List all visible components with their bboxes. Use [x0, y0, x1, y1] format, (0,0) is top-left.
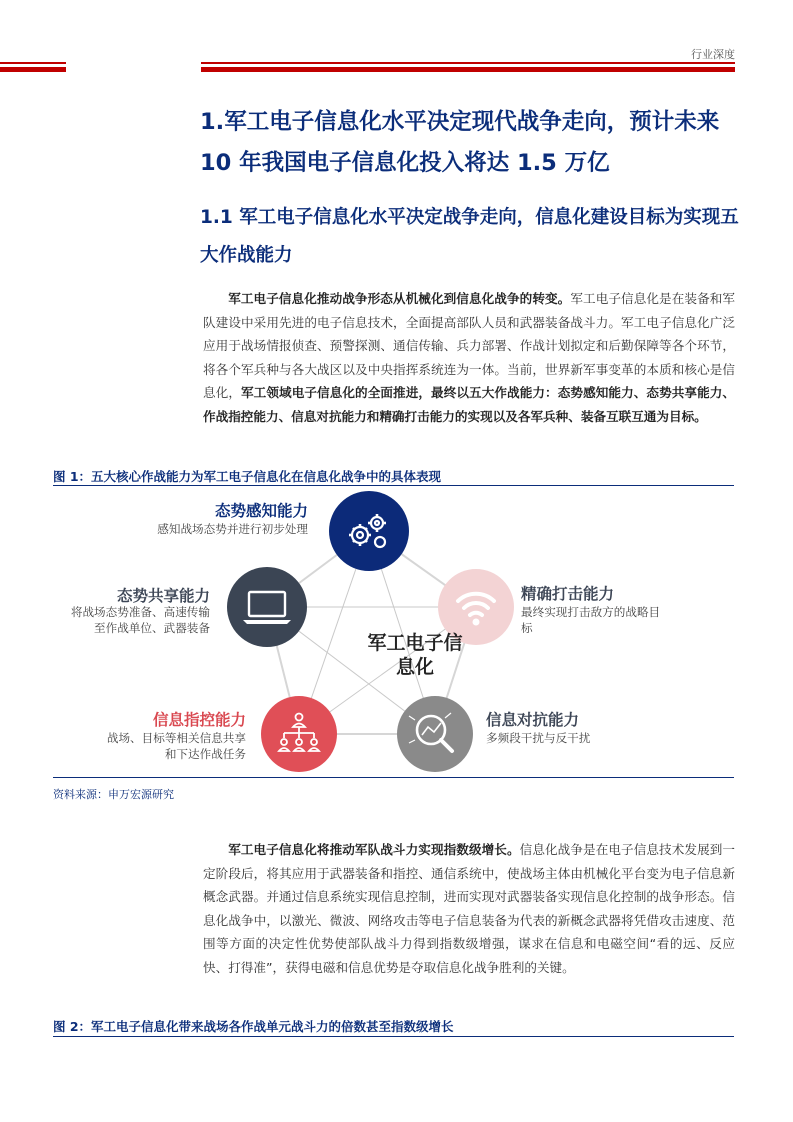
subsection-heading: 1.1 军工电子信息化水平决定战争走向，信息化建设目标为实现五大作战能力: [200, 207, 739, 266]
node-title-countermeasure: 信息对抗能力: [486, 711, 580, 729]
header-rule-thick-right: [201, 67, 735, 72]
paragraph-2-lead: 军工电子信息化将推动军队战斗力实现指数级增长。: [228, 842, 520, 857]
node-desc-sharing: 将战场态势准备、高速传输至作战单位、武器装备: [70, 605, 210, 635]
node-title-awareness: 态势感知能力: [214, 502, 308, 520]
node-desc-awareness: 感知战场态势并进行初步处理: [157, 522, 308, 536]
figure-1-top-rule: [53, 485, 734, 486]
gears-icon: [329, 491, 409, 571]
figure-1-bottom-rule: [53, 777, 734, 778]
header-rule-thin-right: [201, 62, 735, 64]
diagram-center-label: 军工电子信息化: [367, 632, 463, 678]
paragraph-2: [203, 838, 735, 979]
paragraph-1-body: 军工电子信息化是在装备和军队建设中采用先进的电子信息技术，全面提高部队人员和武器装备战斗力。军工电子信息化广泛应用于战场情报侦查、预警探测、通信传输、兵力部署、作战计划拟定和后勤保障等各个环节，将各个军兵种与各大战区以及中央指挥系统连为一体。当前，世界新军事变革的本质和核心是信息化，: [203, 291, 736, 400]
paragraph-1-lead: 军工电子信息化推动战争形态从机械化到信息化战争的转变。: [228, 291, 571, 306]
capability-diagram: [53, 487, 734, 777]
header-rule-thick-left: [0, 67, 66, 72]
node-title-command: 信息指控能力: [152, 711, 246, 729]
node-title-strike: 精确打击能力: [521, 585, 615, 603]
paragraph-2-body: 信息化战争是在电子信息技术发展到一定阶段后，将其应用于武器装备和指控、通信系统中，使战场主体由机械化平台变为电子信息新概念武器。并通过信息系统实现信息控制，进而实现对武器装备实现信息化控制的战争形态。信息化战争中，以激光、微波、网络攻击等电子信息装备为代表的新概念武器将凭借攻击速度、范围等方面的决定性优势使部队战斗力得到指数级增强，谋求在信息和电磁空间“看的远、反应快、打得准”，获得电磁和信息优势是夺取信息化战争胜利的关键。: [203, 842, 736, 975]
figure-2-top-rule: [53, 1036, 734, 1037]
node-desc-strike: 最终实现打击敌方的战略目标: [521, 605, 661, 635]
figure-2-title: 图 2：军工电子信息化带来战场各作战单元战斗力的倍数甚至指数级增长: [53, 1019, 454, 1034]
node-desc-countermeasure: 多频段干扰与反干扰: [486, 731, 591, 745]
paragraph-1-conclusion: 军工领域电子信息化的全面推进，最终以五大作战能力：态势感知能力、态势共享能力、作战指控能力、信息对抗能力和精确打击能力的实现以及各军兵种、装备互联互通为目标。: [203, 385, 736, 424]
header-rule-thin-left: [0, 62, 66, 64]
magnifier-icon: [397, 696, 473, 772]
paragraph-1: [203, 287, 735, 428]
figure-1-source: 资料来源：申万宏源研究: [53, 788, 174, 801]
section-heading: 1.军工电子信息化水平决定现代战争走向，预计未来 10 年我国电子信息化投入将达 1.5 万亿: [200, 109, 720, 176]
node-title-sharing: 态势共享能力: [116, 587, 210, 605]
laptop-icon: [227, 567, 307, 647]
report-type-tag: 行业深度: [691, 48, 735, 61]
node-desc-command: 战场、目标等相关信息共享和下达作战任务: [106, 731, 246, 761]
figure-1-title: 图 1：五大核心作战能力为军工电子信息化在信息化战争中的具体表现: [53, 469, 442, 484]
hierarchy-icon: [261, 696, 337, 772]
